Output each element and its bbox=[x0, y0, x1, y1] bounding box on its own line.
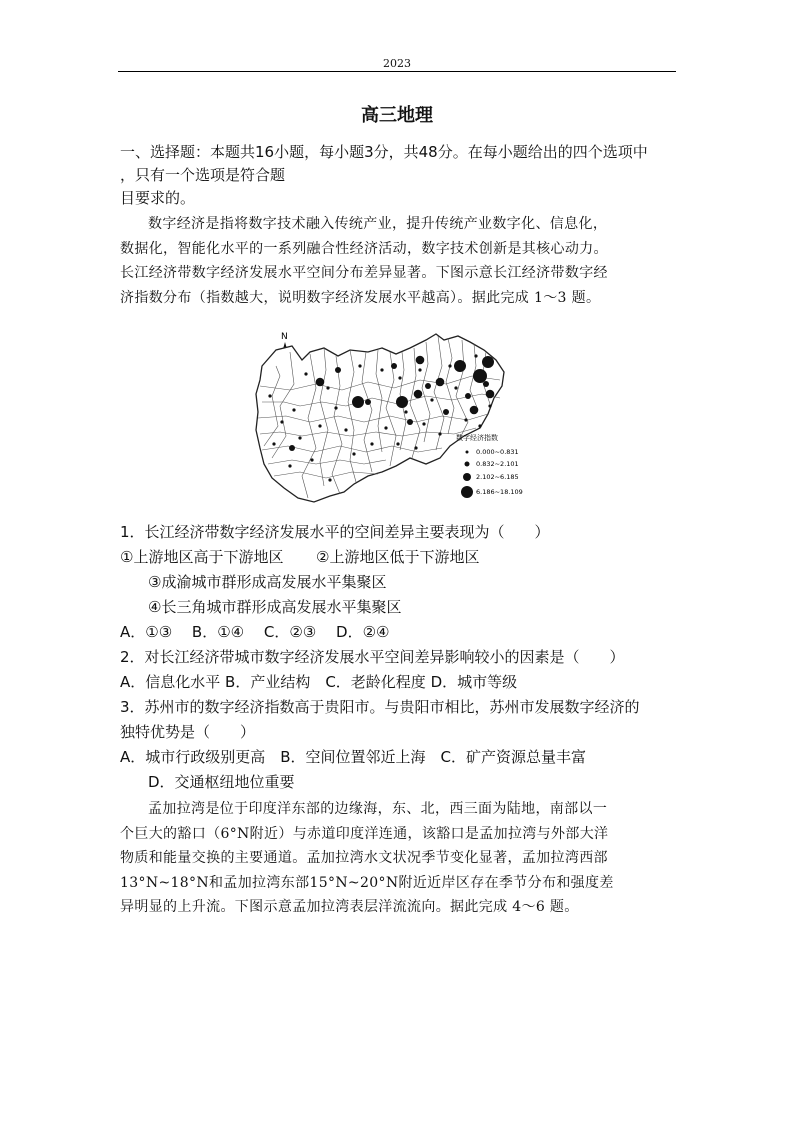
legend-item: 0.832~2.101 bbox=[476, 460, 519, 468]
passage-1-line: 数据化，智能化水平的一系列融合性经济活动，数字技术创新是其核心动力。 bbox=[120, 240, 608, 257]
legend-item: 0.000~0.831 bbox=[476, 448, 519, 456]
section-heading-line-2: ，只有一个选项是符合题 bbox=[120, 166, 286, 184]
passage-2 bbox=[120, 797, 680, 920]
question-2-options: A．信息化水平 B．产业结构 C．老龄化程度 D．城市等级 bbox=[120, 673, 518, 691]
legend-title: 数字经济指数 bbox=[456, 434, 498, 442]
map-legend bbox=[456, 433, 523, 498]
question-1-item-2: ②上游地区低于下游地区 bbox=[316, 548, 480, 566]
page-title: 高三地理 bbox=[361, 105, 433, 126]
question-3-stem-line-2: 独特优势是（ ） bbox=[120, 723, 256, 741]
question-3-options-line-1: A．城市行政级别更高 B．空间位置邻近上海 C．矿产资源总量丰富 bbox=[120, 748, 587, 766]
north-label: N bbox=[281, 332, 288, 342]
passage-2-line: 个巨大的豁口（6°N附近）与赤道印度洋连通，该豁口是孟加拉湾与外部大洋 bbox=[120, 825, 609, 842]
passage-2-line: 孟加拉湾是位于印度洋东部的边缘海，东、北，西三面为陆地，南部以一 bbox=[148, 801, 608, 817]
section-heading-line-3: 目要求的。 bbox=[120, 189, 196, 207]
legend-item: 2.102~6.185 bbox=[476, 473, 519, 481]
passage-2-line: 异明显的上升流。下图示意孟加拉湾表层洋流流向。据此完成 4～6 题。 bbox=[120, 899, 579, 915]
passage-2-line: 物质和能量交换的主要通道。孟加拉湾水文状况季节变化显著，孟加拉湾西部 bbox=[120, 850, 608, 866]
yangtze-economic-belt-map bbox=[250, 326, 523, 510]
passage-1 bbox=[120, 212, 680, 310]
question-1-item-1: ①上游地区高于下游地区 bbox=[120, 548, 284, 566]
passage-1-line: 长江经济带数字经济发展水平空间分布差异显著。下图示意长江经济带数字经 bbox=[120, 265, 608, 281]
question-2-stem: 2．对长江经济带城市数字经济发展水平空间差异影响较小的因素是（ ） bbox=[120, 648, 625, 666]
question-1-stem: 1．长江经济带数字经济发展水平的空间差异主要表现为（ ） bbox=[120, 523, 550, 541]
header-year: 2023 bbox=[383, 57, 411, 70]
map-graphic bbox=[250, 326, 523, 510]
section-heading-line-1: 一、选择题：本题共16小题，每小题3分，共48分。在每小题给出的四个选项中 bbox=[120, 143, 648, 161]
question-3-options-line-2: D．交通枢纽地位重要 bbox=[148, 773, 295, 791]
passage-1-line: 济指数分布（指数越大，说明数字经济发展水平越高）。据此完成 1～3 题。 bbox=[120, 289, 601, 306]
question-3-stem-line-1: 3．苏州市的数字经济指数高于贵阳市。与贵阳市相比，苏州市发展数字经济的 bbox=[120, 698, 640, 716]
passage-1-line: 数字经济是指将数字技术融入传统产业，提升传统产业数字化、信息化， bbox=[148, 216, 608, 232]
question-1-item-3: ③成渝城市群形成高发展水平集聚区 bbox=[148, 573, 387, 591]
passage-2-line: 13°N~18°N和孟加拉湾东部15°N~20°N附近近岸区存在季节分布和强度差 bbox=[120, 874, 614, 891]
header-rule bbox=[118, 71, 676, 72]
question-1-options: A．①③ B．①④ C．②③ D．②④ bbox=[120, 623, 390, 641]
question-1-item-4: ④长三角城市群形成高发展水平集聚区 bbox=[148, 598, 402, 616]
legend-item: 6.186~18.109 bbox=[476, 488, 523, 496]
